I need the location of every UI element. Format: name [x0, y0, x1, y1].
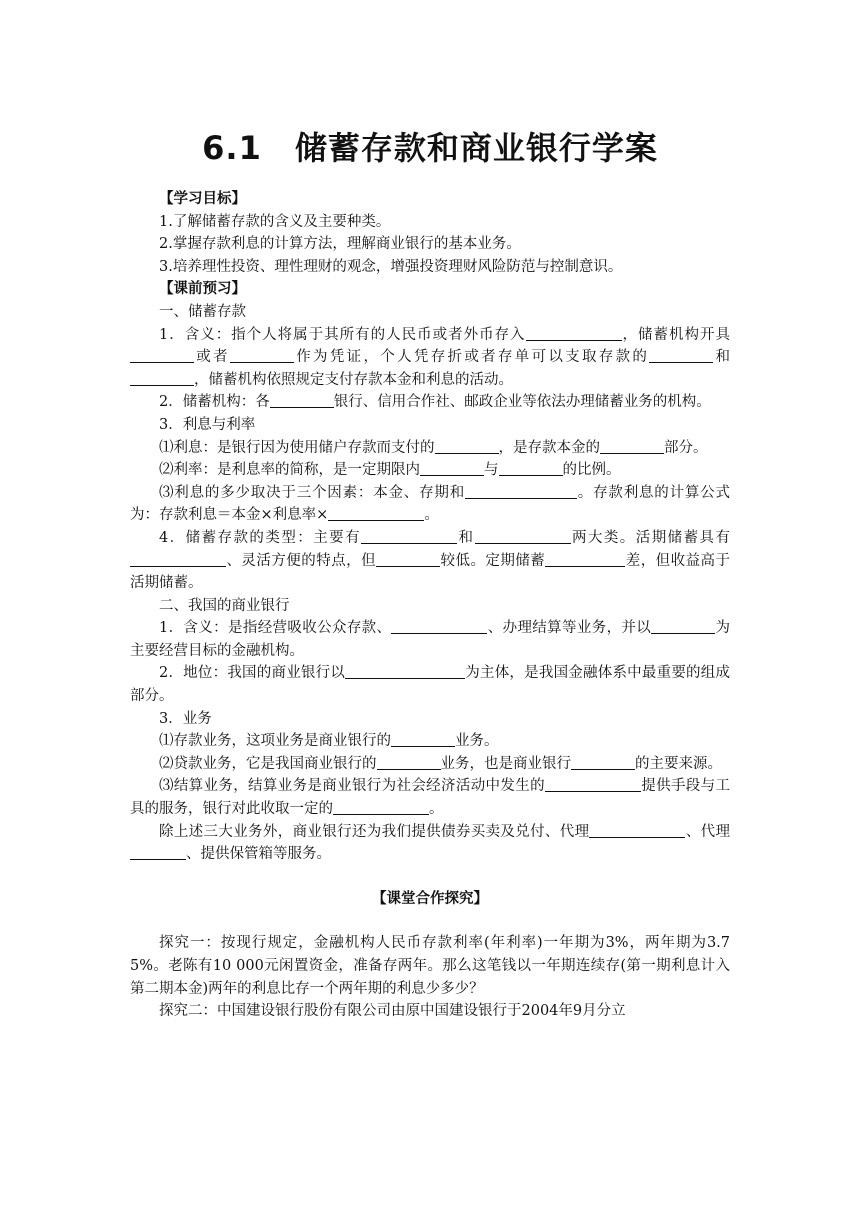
explore-question-1: 探究一：按现行规定，金融机构人民币存款利率(年利率)一年期为3%，两年期为3.75%。老陈有10 000元闲置资金，准备存两年。那么这笔钱以一年期连续存(第一期利息计入第二期本金)两年的利息比存一个两年期的利息少多少？	[130, 935, 730, 997]
fill-blank[interactable]	[270, 393, 334, 408]
item-savings-definition: 1．含义：指个人将属于其所有的人民币或者外币存入 ，储蓄机构开具或者 作为凭证，个人凭存折或者存单可以支取存款的 和，储蓄机构依照规定支付存款本金和利息的活动。	[130, 324, 730, 392]
fill-blank[interactable]	[130, 371, 194, 386]
item-business-title: 3．业务	[159, 710, 212, 727]
part2-title: 二、我国的商业银行	[159, 597, 290, 614]
document-body	[130, 188, 730, 1023]
preview-heading: 【课前预习】	[159, 281, 246, 298]
explore-heading: 【课堂合作探究】	[372, 890, 488, 907]
fill-blank[interactable]	[545, 777, 641, 792]
fill-blank[interactable]	[571, 755, 635, 770]
goals-heading: 【学习目标】	[159, 191, 246, 207]
item-savings-types: 4．储蓄存款的类型：主要有 和 两大类。活期储蓄具有、灵活方便的特点，但 较低。定期储蓄 差，但收益高于活期储蓄。	[130, 529, 731, 592]
fill-blank[interactable]	[230, 348, 294, 363]
fill-blank[interactable]	[376, 552, 440, 567]
fill-blank[interactable]	[649, 348, 713, 363]
item-loan-business: ⑵贷款业务，它是我国商业银行的 业务，也是商业银行 的主要来源。	[159, 755, 722, 772]
item-deposit-business: ⑴存款业务，这项业务是商业银行的 业务。	[159, 733, 499, 750]
goal-item: 2.掌握存款利息的计算方法，理解商业银行的基本业务。	[159, 236, 521, 253]
fill-blank[interactable]	[130, 845, 186, 860]
fill-blank[interactable]	[130, 348, 194, 363]
fill-blank[interactable]	[526, 326, 622, 341]
fill-blank[interactable]	[545, 552, 625, 567]
explore-question-2: 探究二：中国建设银行股份有限公司由原中国建设银行于2004年9月分立	[159, 1003, 626, 1020]
fill-blank[interactable]	[475, 529, 571, 544]
item-other-business: 除上述三大业务外，商业银行还为我们提供债券买卖及兑付、代理 、代理、提供保管箱等服务。	[130, 821, 730, 866]
item-settlement-business: ⑶结算业务，结算业务是商业银行为社会经济活动中发生的 提供手段与工具的服务，银行对此收取一定的 。	[130, 778, 730, 818]
item-bank-status: 2．地位：我国的商业银行以 为主体，是我国金融体系中最重要的组成部分。	[130, 665, 730, 705]
item-interest-rate: ⑵利率：是利息率的简称，是一定期限内 与 的比例。	[159, 462, 621, 479]
item-savings-institutions: 2．储蓄机构：各 银行、信用合作社、邮政企业等依法办理储蓄业务的机构。	[159, 394, 711, 411]
fill-blank[interactable]	[499, 461, 563, 476]
goal-item: 3.培养理性投资、理性理财的观念，增强投资理财风险防范与控制意识。	[159, 258, 623, 275]
item-interest-title: 3．利息与利率	[159, 416, 256, 433]
fill-blank[interactable]	[420, 461, 484, 476]
item-interest-factors: ⑶利息的多少取决于三个因素：本金、存期和 。存款利息的计算公式为：存款利息＝本金×利息率× 。	[130, 484, 730, 524]
fill-blank[interactable]	[391, 732, 455, 747]
fill-blank[interactable]	[377, 755, 441, 770]
fill-blank[interactable]	[345, 664, 465, 679]
fill-blank[interactable]	[435, 439, 499, 454]
fill-blank[interactable]	[465, 484, 577, 499]
fill-blank[interactable]	[651, 619, 715, 634]
fill-blank[interactable]	[589, 823, 685, 838]
fill-blank[interactable]	[328, 506, 424, 521]
item-bank-definition: 1．含义：是指经营吸收公众存款、 、办理结算等业务，并以 为主要经营目标的金融机构。	[130, 620, 730, 659]
goal-item: 1.了解储蓄存款的含义及主要种类。	[159, 213, 391, 230]
fill-blank[interactable]	[130, 552, 226, 567]
item-interest: ⑴利息：是银行因为使用储户存款而支付的 ，是存款本金的 部分。	[159, 439, 708, 456]
page-title: 6.1 储蓄存款和商业银行学案	[202, 129, 658, 167]
fill-blank[interactable]	[391, 619, 487, 634]
fill-blank[interactable]	[333, 800, 429, 815]
fill-blank[interactable]	[600, 439, 664, 454]
part1-title: 一、储蓄存款	[159, 303, 246, 320]
fill-blank[interactable]	[361, 529, 457, 544]
